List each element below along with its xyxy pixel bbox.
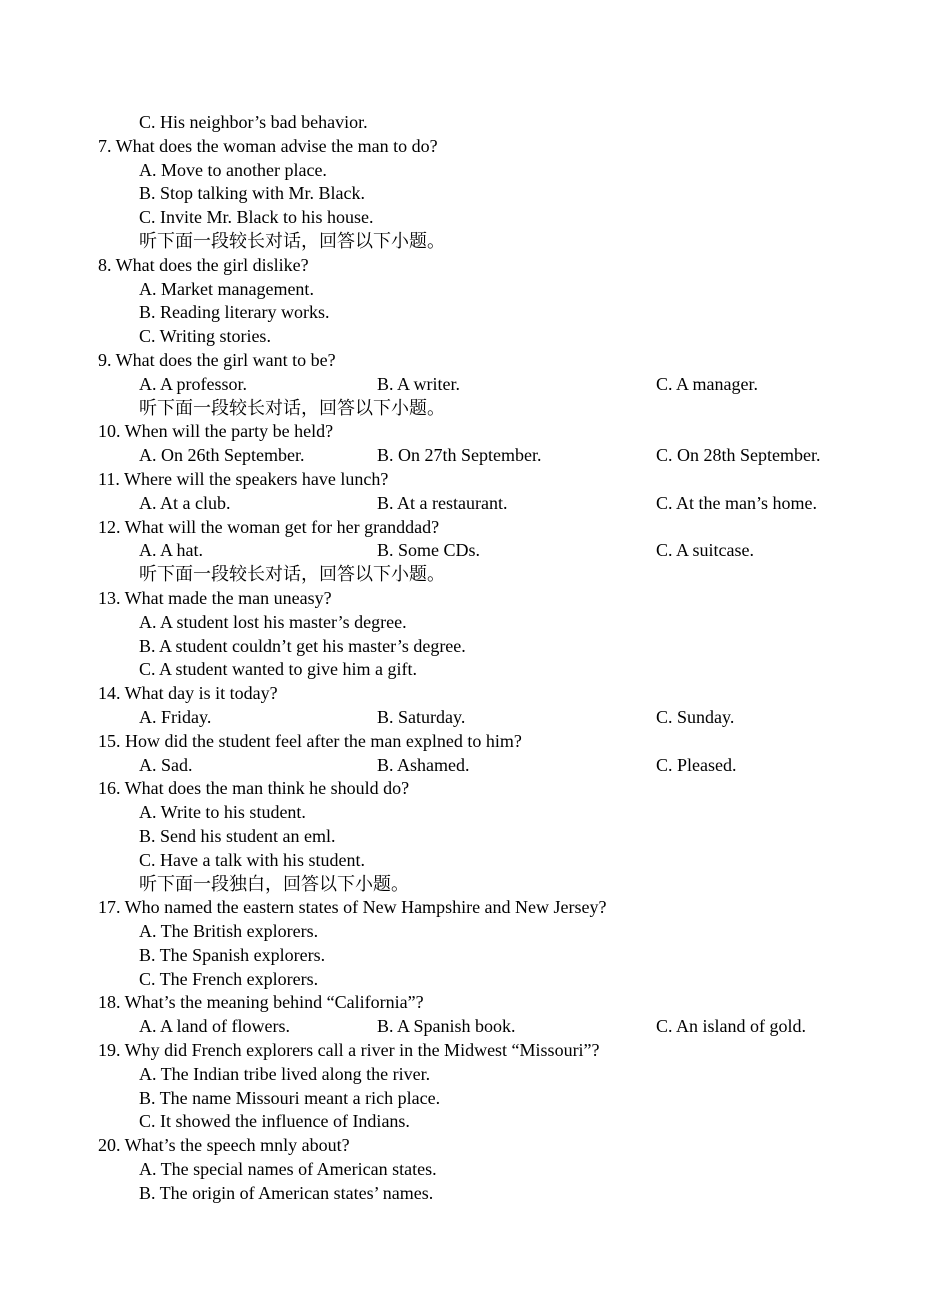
section-instruction: 听下面一段较长对话，回答以下小题。	[139, 230, 445, 251]
option-row	[98, 373, 898, 397]
question-text: 16. What does the man think he should do?	[98, 778, 410, 799]
option-text: A. The special names of American states.	[139, 1159, 437, 1180]
option-text: A. At a club.	[139, 492, 231, 513]
option-text: C. A suitcase.	[656, 540, 754, 561]
option-text: C. At the man’s home.	[656, 492, 817, 513]
option-text: C. Pleased.	[656, 754, 737, 775]
option-text: B. Saturday.	[377, 706, 466, 727]
option-row	[98, 1015, 898, 1039]
question-text: 15. How did the student feel after the man explned to him?	[98, 730, 522, 751]
option-text: C. The French explorers.	[139, 968, 319, 989]
question-text: 17. Who named the eastern states of New Hampshire and New Jersey?	[98, 897, 607, 918]
question-text: 11. Where will the speakers have lunch?	[98, 468, 389, 489]
question-text: 9. What does the girl want to be?	[98, 349, 336, 370]
option-text: A. A hat.	[139, 540, 204, 561]
question-text: 10. When will the party be held?	[98, 421, 334, 442]
option-text: A. On 26th September.	[139, 445, 305, 466]
question-text: 12. What will the woman get for her granddad?	[98, 516, 440, 537]
option-text: C. Sunday.	[656, 706, 735, 727]
option-text: A. A student lost his master’s degree.	[139, 611, 407, 632]
question-text: 13. What made the man uneasy?	[98, 587, 332, 608]
option-text: B. The origin of American states’ names.	[139, 1182, 434, 1203]
option-text: B. Ashamed.	[377, 754, 470, 775]
option-row	[98, 706, 898, 730]
option-text: A. Friday.	[139, 706, 212, 727]
option-row	[98, 754, 898, 778]
option-text: B. A student couldn’t get his master’s degree.	[139, 635, 466, 656]
option-text: B. The name Missouri meant a rich place.	[139, 1087, 441, 1108]
option-text: A. A professor.	[139, 373, 247, 394]
question-text: 14. What day is it today?	[98, 683, 278, 704]
option-text: B. A Spanish book.	[377, 1016, 516, 1037]
option-text: C. Have a talk with his student.	[139, 849, 365, 870]
question-text: 20. What’s the speech mnly about?	[98, 1135, 350, 1156]
option-text: A. Move to another place.	[139, 159, 327, 180]
question-text: 8. What does the girl dislike?	[98, 254, 309, 275]
question-text: 7. What does the woman advise the man to do?	[98, 135, 438, 156]
option-text: C. Writing stories.	[139, 326, 271, 347]
option-row	[98, 539, 898, 563]
option-text: B. Stop talking with Mr. Black.	[139, 183, 366, 204]
option-text: B. On 27th September.	[377, 445, 542, 466]
option-text: A. The Indian tribe lived along the river.	[139, 1063, 431, 1084]
option-text: C. Invite Mr. Black to his house.	[139, 207, 374, 228]
option-text: A. Write to his student.	[139, 802, 306, 823]
option-text: B. Reading literary works.	[139, 302, 330, 323]
option-text: C. A student wanted to give him a gift.	[139, 659, 417, 680]
section-instruction: 听下面一段较长对话，回答以下小题。	[139, 397, 445, 418]
section-instruction: 听下面一段较长对话，回答以下小题。	[139, 564, 445, 585]
option-row	[98, 444, 898, 468]
option-text: A. The British explorers.	[139, 921, 319, 942]
option-row	[98, 492, 898, 516]
option-text: B. Send his student an eml.	[139, 825, 336, 846]
option-text: B. At a restaurant.	[377, 492, 508, 513]
option-text: B. Some CDs.	[377, 540, 481, 561]
option-text: C. A manager.	[656, 373, 758, 394]
exam-questions	[98, 111, 898, 1206]
question-text: 19. Why did French explorers call a river in the Midwest “Missouri”?	[98, 1040, 600, 1061]
option-text: C. It showed the influence of Indians.	[139, 1111, 410, 1132]
option-text: C. On 28th September.	[656, 445, 821, 466]
section-instruction: 听下面一段独白，回答以下小题。	[139, 873, 409, 894]
option-text: B. The Spanish explorers.	[139, 944, 326, 965]
option-text: A. Market management.	[139, 278, 314, 299]
question-text: 18. What’s the meaning behind “California”?	[98, 992, 424, 1013]
option-text: A. Sad.	[139, 754, 193, 775]
option-text: A. A land of flowers.	[139, 1016, 290, 1037]
option-text: B. A writer.	[377, 373, 461, 394]
option-text: C. His neighbor’s bad behavior.	[139, 112, 368, 132]
option-text: C. An island of gold.	[656, 1016, 807, 1037]
